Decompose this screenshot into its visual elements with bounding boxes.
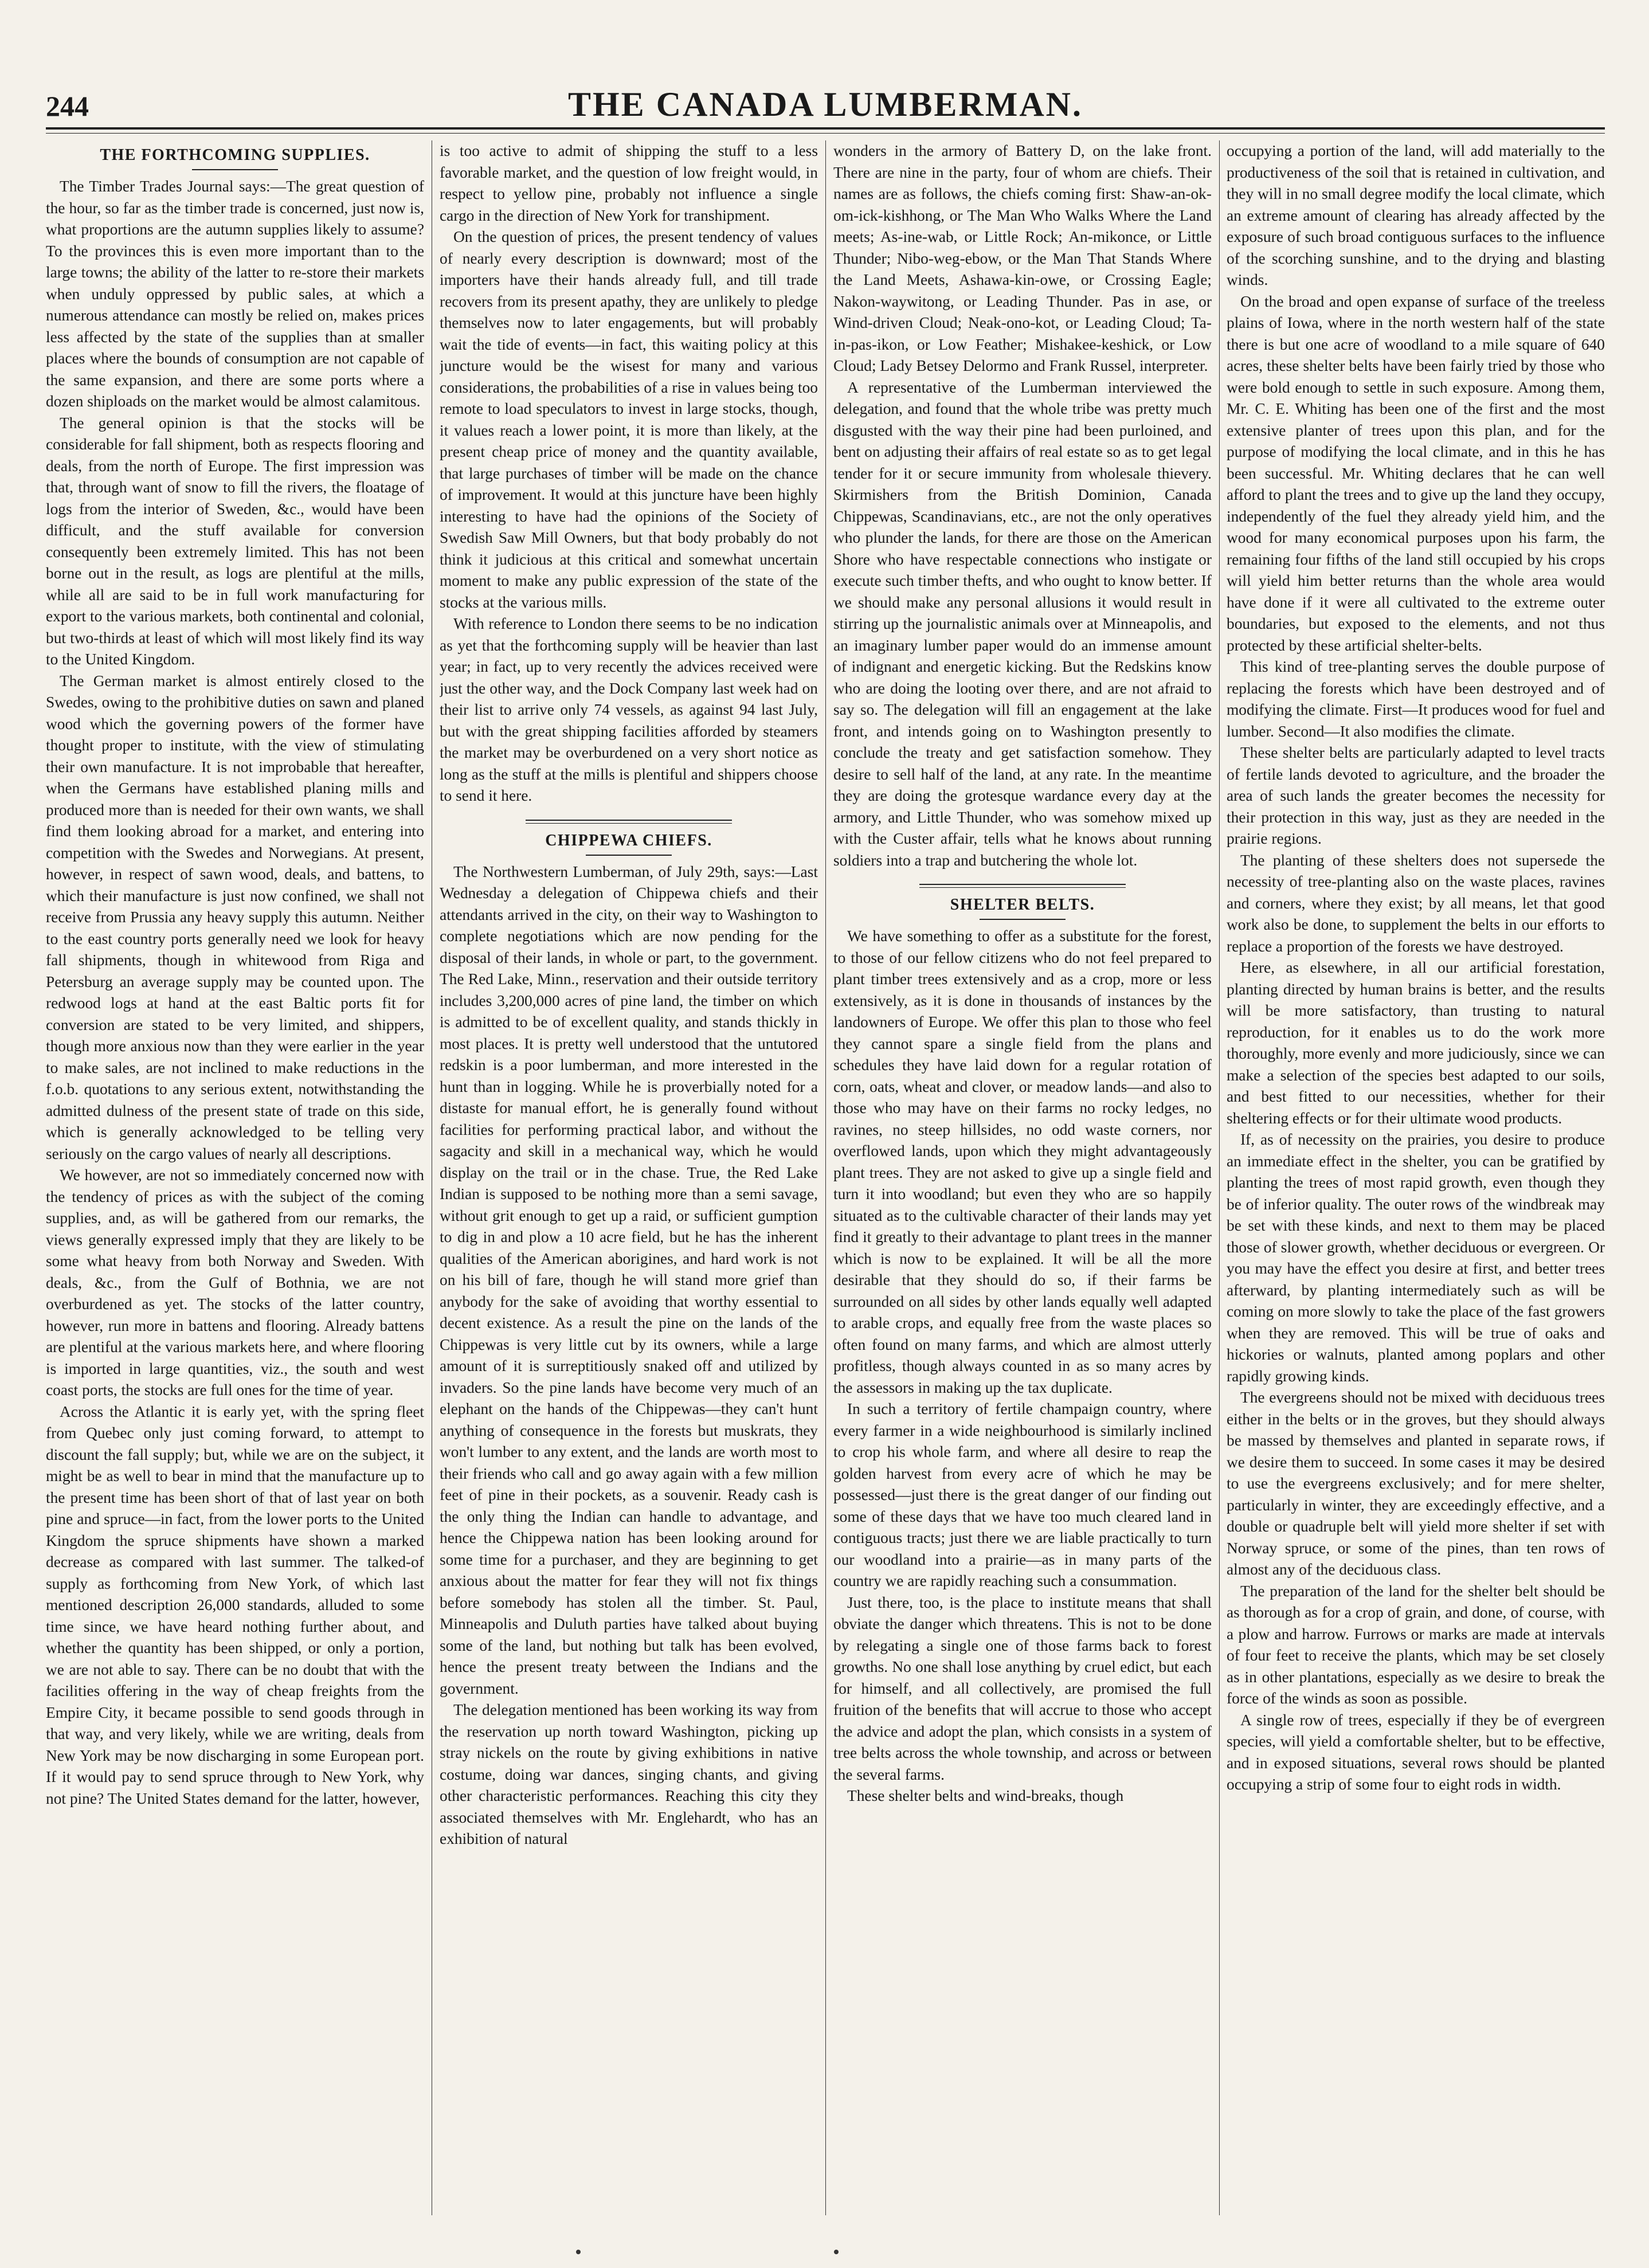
article-paragraph: The Northwestern Lumberman, of July 29th, says:—Last Wednesday a delegation of Chippewa chiefs and their attendants arrived in the city, on their way to Washington to complete negotiations which are now pending for the disposal of their lands, in whole or part, to the government. The Red Lake, Minn., reservation and their outside territory includes 3,200,000 acres of pine land, the timber on which is admitted to be of excellent quality, and stands thickly in most places. It is pretty well understood that the untutored redskin is a poor lumberman, and more interested in the hunt than in logging. While he is proverbially noted for a distaste for manual effort, he is generally found without facilities for performing practical labor, and without the sagacity and skill in a mechanical way, which he would display on the trail or in the chase. True, the Red Lake Indian is supposed to be nothing more than a semi savage, without grit enough to get up a raid, or sufficient gumption to dig in and plow a 10 acre field, but he has the inherent qualities of the American aborigines, and hard work is not on his bill of fare, though he will stand more grief than anybody for the sake of avoiding that worthy essential to decent existence. As a result the pine on the lands of the Chippewas is very little cut by its owners, while a large amount of it is surreptitiously snaked off and utilized by invaders. So the pine lands have become very much of an elephant on the hands of the Chippewas—they can't hunt anything of consequence in the forests but muskrats, they won't lumber to any extent, and the lands are worth most to their friends who call and go away again with a few million feet of pine in their pockets, as a souvenir. Ready cash is the only thing the Indian can handle to advantage, and hence the Chippewa nation has been looking around for some time for a purchaser, and they are beginning to get anxious about the matter for fear they will not fix things before somebody has stolen all the timber. St. Paul, Minneapolis and Duluth parties have talked about buying some of the land, but nothing but talk has been evolved, hence the present treaty between the Indians and the government. bbox=[440, 863, 818, 1697]
article-paragraph: On the question of prices, the present tendency of values of nearly every description is downward; most of the importers have their hands already full, and till trade recovers from its present apathy, they are unlikely to pledge themselves now to later engagements, but will probably wait the tide of events—in fact, this waiting policy at this juncture would be the wisest for many and various considerations, the probabilities of a rise in values being too remote to load speculators to invest in large stocks, though, it values reach a lower point, it is more than likely, at the present cheap price of money and the quantity available, that large purchases of timber will be made on the chance of improvement. It would at this juncture have been highly interesting to have had the opinions of the Society of Swedish Saw Mill Owners, but that body probably do not think it judicious at this critical and somewhat uncertain moment to make any public expression of the state of the stocks at the various mills. bbox=[440, 228, 818, 611]
masthead bbox=[46, 85, 1605, 125]
section-divider bbox=[526, 823, 732, 824]
article-paragraph: is too active to admit of shipping the stuff to a less favorable market, and the question of low freight would, in respect to yellow pine, probably not influence a single cargo in the direction of New York for transhipment. bbox=[440, 142, 818, 224]
article-paragraph: The delegation mentioned has been working its way from the reservation up north toward Washington, picking up stray nickels on the route by giving exhibitions in native costume, doing war dances, singing chants, and giving other characteristic performances. Reaching this city they associated themselves with Mr. Englehardt, who has an exhibition of natural bbox=[440, 1701, 818, 1847]
article-paragraph: The general opinion is that the stocks will be considerable for fall shipment, both as respects flooring and deals, from the north of Europe. The first impression was that, through want of snow to fill the rivers, the floatage of logs from the interior of Sweden, &c., would have been difficult, and the stuff available for conversion consequently been extremely limited. This has not been borne out in the result, as logs are plentiful at the mills, while all are said to be in full work manufacturing for export to the various markets, both continental and colonial, but two-thirds at least of which will most likely find its way to the United Kingdom. bbox=[46, 414, 424, 668]
heading-underline bbox=[192, 169, 278, 170]
article-paragraph: We however, are not so immediately concerned now with the tendency of prices as with the subject of the coming supplies, and, as will be gathered from our remarks, the views generally expressed imply that they are likely to be some what heavy from both Norway and Sweden. With deals, &c., from the Gulf of Bothnia, we are not overburdened as yet. The stocks of the latter country, however, run more in battens and flooring. Already battens are plentiful at the various markets here, and where flooring is imported in large quantities, viz., the south and west coast ports, the stocks are full ones for the time of year. bbox=[46, 1166, 424, 1399]
article-paragraph: occupying a portion of the land, will add materially to the productiveness of the soil that is retained in cultivation, and they will in no small degree modify the local climate, which an extreme amount of clearing has already affected by the exposure of such broad contiguous surfaces to the influence of the scorching sunshine, and to the drying and blasting winds. bbox=[1227, 142, 1605, 288]
column-divider bbox=[825, 140, 826, 2215]
article-paragraph: On the broad and open expanse of surface of the treeless plains of Iowa, where in the north western half of the state there is but one acre of woodland to a mile square of 640 acres, these shelter belts have been fairly tried by those who were bold enough to settle in such exposure. Among them, Mr. C. E. Whiting has been one of the first and the most extensive planter of trees upon this plan, and for the purpose of modifying the local climate, and in this he has been successful. Mr. Whiting declares that he can well afford to plant the trees and to give up the land they occupy, independently of the fuel they already yield him, and the wood for many economical purposes upon his farm, the remaining four fifths of the land still occupied by his crops will yield him better returns than the whole area would have done if it were all cultivated to the extreme outer boundaries, but exposed to the elements, and not thus protected by these artificial shelter-belts. bbox=[1227, 292, 1605, 654]
column-3 bbox=[833, 140, 1212, 2227]
page-number: 244 bbox=[46, 90, 89, 122]
article-paragraph: With reference to London there seems to be no indication as yet that the forthcoming supply will be heavier than last year; in fact, up to very recently the advices received were just the other way, and the Dock Company last week had on their list to arrive only 74 vessels, as against 94 last July, but with the great shipping facilities afforded by steamers the market may be overburdened on a very short notice as long as the stuff at the mills is plentiful and shippers choose to send it here. bbox=[440, 615, 818, 804]
newspaper-title: THE CANADA LUMBERMAN. bbox=[567, 85, 1083, 123]
article-paragraph: A representative of the Lumberman interviewed the delegation, and found that the whole tribe was pretty much disgusted with the way their pine had been purloined, and bent on adjusting their affairs of real estate so as to get legal tender for it or secure immunity from wholesale thievery. Skirmishers from the British Dominion, Canada Chippewas, Scandinavians, etc., are not the only operatives who plunder the lands, for there are those on the American Shore who have respectable connections who instigate or execute such timber thefts, and who ought to know better. If we should make any personal allusions it would result in stirring up the journalistic animals over at Minneapolis, and an imaginary lumber paper would do an immense amount of indignant and energetic kicking. But the Redskins know who are doing the looting over there, and are not afraid to say so. The delegation will fill an engagement at the lake front, and intends going on to Washington presently to conclude the treaty and get satisfaction somehow. They desire to sell half of the land, at any rate. In the meantime they are doing the grotesque wardance every day at the armory, and Little Thunder, who was somehow mixed up with the Custer affair, tells what he knows about running soldiers into a trap and butchering the whole lot. bbox=[833, 378, 1212, 869]
footer-dot bbox=[834, 2250, 839, 2254]
section-divider bbox=[919, 887, 1126, 888]
article-paragraph: If, as of necessity on the prairies, you desire to produce an immediate effect in the shelter, you can be gratified by planting the trees of most rapid growth, even though they be of inferior quality. The outer rows of the windbreak may be set with these kinds, and next to them may be placed those of slower growth, whether deciduous or evergreen. Or you may have the effect you desire at first, and better trees afterward, by planting intermediately such as will be coming on more slowly to take the place of the fast growers when they are removed. This will be true of oaks and hickories or walnuts, planted among poplars and other rapidly growing kinds. bbox=[1227, 1131, 1605, 1385]
article-paragraph: In such a territory of fertile champaign country, where every farmer in a wide neighbourhood is similarly inclined to crop his whole farm, and where all desire to reap the golden harvest from every acre of which he may be possessed—just there is the great danger of our finding out some of these days that we have too much cleared land in contiguous tracts; just there we are liable practically to turn our woodland into a prairie—as in many parts of the country we are rapidly reaching such a consummation. bbox=[833, 1400, 1212, 1589]
article-heading: SHELTER BELTS. bbox=[950, 896, 1095, 914]
article-paragraph: This kind of tree-planting serves the double purpose of replacing the forests which have been destroyed and of modifying the climate. First—It produces wood for fuel and lumber. Second—It also modifies the climate. bbox=[1227, 658, 1605, 740]
section-divider bbox=[919, 884, 1126, 885]
masthead-rule-thin bbox=[46, 133, 1605, 134]
column-2 bbox=[440, 140, 818, 2227]
masthead-rule bbox=[46, 127, 1605, 130]
article-paragraph: The planting of these shelters does not supersede the necessity of tree-planting also on the waste places, ravines and corners, where they exist; by all means, let that good work also be done, to supplement the belts in our efforts to replace a proportion of the forests we have destroyed. bbox=[1227, 851, 1605, 955]
article-paragraph: The preparation of the land for the shelter belt should be as thorough as for a crop of grain, and done, of course, with a plow and harrow. Furrows or marks are made at intervals of four feet to receive the plants, which may be set closely as in other plantations, especially as we desire to break the force of the winds as soon as possible. bbox=[1227, 1582, 1605, 1707]
article-paragraph: The Timber Trades Journal says:—The great question of the hour, so far as the timber trade is concerned, just now is, what proportions are the autumn supplies likely to assume? To the provinces this is even more important than to the large towns; the ability of the latter to re-store their markets when unduly oppressed by public sales, at which a numerous attendance can mostly be relied on, makes prices less affected by the state of the supplies than at smaller places where the bounds of consumption are not capable of the same expansion, and there are some ports where a dozen shiploads on the market would be almost calamitous. bbox=[46, 178, 424, 410]
article-paragraph: These shelter belts and wind-breaks, though bbox=[847, 1787, 1124, 1804]
heading-underline bbox=[980, 919, 1066, 920]
article-paragraph: Here, as elsewhere, in all our artificial forestation, planting directed by human brains is better, and the results will be more satisfactory, than trusting to natural reproduction, for it enables us to do the work more thoroughly, more evenly and more judiciously, since we can make a selection of the species best adapted to our soils, and best fitted to our necessities, whether for their sheltering effects or for their ultimate wood products. bbox=[1227, 959, 1605, 1127]
heading-underline bbox=[586, 855, 672, 856]
section-divider bbox=[526, 820, 732, 821]
article-paragraph: These shelter belts are particularly adapted to level tracts of fertile lands devoted to agriculture, and the broader the area of such lands the greater becomes the necessity for their protection in this way, just as they are needed in the prairie regions. bbox=[1227, 744, 1605, 847]
article-heading: CHIPPEWA CHIEFS. bbox=[545, 831, 712, 849]
column-divider bbox=[1219, 140, 1220, 2215]
article-paragraph: Just there, too, is the place to institute means that shall obviate the danger which threatens. This is not to be done by relegating a single one of those farms back to forest growths. No one shall lose anything by cruel edict, but each for himself, and all collectively, are promised the full fruition of the benefits that will accrue to those who accept the advice and adopt the plan, which consists in a system of tree belts across the whole township, and across or between the several farms. bbox=[833, 1593, 1212, 1783]
article-paragraph: A single row of trees, especially if they be of evergreen species, will yield a comfortable shelter, but to be effective, and in exposed situations, several rows should be planted occupying a strip of some four to eight rods in width. bbox=[1227, 1711, 1605, 1793]
column-1 bbox=[46, 140, 424, 2227]
article-paragraph: wonders in the armory of Battery D, on the lake front. There are nine in the party, four of whom are chiefs. Their names are as follows, the chiefs coming first: Shaw-an-ok-om-ick-kishhong, or The Man Who Walks Where the Land meets; As-ine-wab, or Little Rock; An-mikonce, or Little Thunder; Nibo-weg-ebow, or the Man That Stands Where the Land Meets, Ashawa-kin-owe, or Crossing Eagle; Nakon-waywitong, or Leading Thunder. Pas in ase, or Wind-driven Cloud; Neak-ono-kot, or Leading Cloud; Ta-in-pas-ikon, or Low Feather; Mishakee-keshick, or Low Cloud; Lady Betsey Delormo and Frank Russel, interpreter. bbox=[833, 142, 1212, 374]
footer-dot bbox=[576, 2250, 581, 2254]
article-paragraph: We have something to offer as a substitute for the forest, to those of our fellow citizens who do not feel prepared to plant timber trees extensively and as a crop, more or less extensively, as it is done in thousands of instances by the landowners of Europe. We offer this plan to those who feel they cannot spare a single field from the plans and schedules they have laid down for a regular rotation of corn, oats, wheat and clover, or meadow lands—and also to those who may have on their farms no rocky ledges, no ravines, no steep hillsides, no odd waste corners, nor overflowed lands, upon which they might advantageously plant trees. They are not asked to give up a single field and turn it into woodland; but even they who are so happily situated as to the cultivable character of their lands may yet find it greatly to their advantage to plant trees in the manner which is now to be explained. It will be all the more desirable that they should do so, if their farms be surrounded on all sides by other lands equally well adapted to arable crops, and equally free from the waste places so often found on many farms, and which are almost utterly profitless, though always counted in as so many acres by the assessors in making up the tax duplicate. bbox=[833, 927, 1212, 1396]
article-paragraph: Across the Atlantic it is early yet, with the spring fleet from Quebec only just coming forward, to attempt to discount the fall supply; but, while we are on the subject, it might be as well to bear in mind that the manufacture up to the present time has been short of that of last year on both pine and spruce—in fact, from the lower ports to the United Kingdom the spruce shipments have shown a marked decrease as compared with last summer. The talked-of supply as forthcoming from New York, of which last mentioned description 26,000 standards, alluded to some time since, we have heard nothing further about, and whether the quantity has been shipped, or only a portion, we are not able to say. There can be no doubt that with the facilities offering in the way of cheap freights from the Empire City, it became possible to send goods through in that way, and very likely, while we are writing, deals from New York may be now discharging in some European port. If it would pay to send spruce through to New York, why not pine? The United States demand for the latter, however, bbox=[46, 1403, 424, 1807]
column-4 bbox=[1227, 140, 1605, 2227]
article-paragraph: The evergreens should not be mixed with deciduous trees either in the belts or in the groves, but they should always be massed by themselves and planted in separate rows, if we desire them to succeed. In some cases it may be desired to use the evergreens exclusively; and for mere shelter, particularly in winter, they are exceedingly effective, and a double or quadruple belt will yield more shelter if set with Norway spruce, or some of the pines, than ten rows of almost any of the deciduous class. bbox=[1227, 1389, 1605, 1578]
article-paragraph: The German market is almost entirely closed to the Swedes, owing to the prohibitive duties on sawn and planed wood which the governing powers of the former have thought proper to institute, with the view of stimulating their own manufacture. It is not improbable that hereafter, when the Germans have established planing mills and produced more than is needed for their own wants, we shall find them looking abroad for a market, and entering into competition with the Swedes and Norwegians. At present, however, in respect of sawn wood, deals, and battens, to which their manufacture is just now confined, we shall not receive from Prussia any heavy supply this autumn. Neither to the east country ports generally need we look for heavy fall shipments, though in whitewood from Riga and Petersburg an average supply may be counted upon. The redwood logs at hand at the east Baltic ports fit for conversion are stated to be very limited, and shippers, though more anxious now than they were earlier in the year to make sales, are not inclined to make reductions in the f.o.b. quotations to any serious extent, notwithstanding the admitted dulness of the present state of trade on this side, which is generally acknowledged to be telling very seriously on the cargo values of nearly all descriptions. bbox=[46, 672, 424, 1162]
article-heading: THE FORTHCOMING SUPPLIES. bbox=[100, 146, 370, 164]
